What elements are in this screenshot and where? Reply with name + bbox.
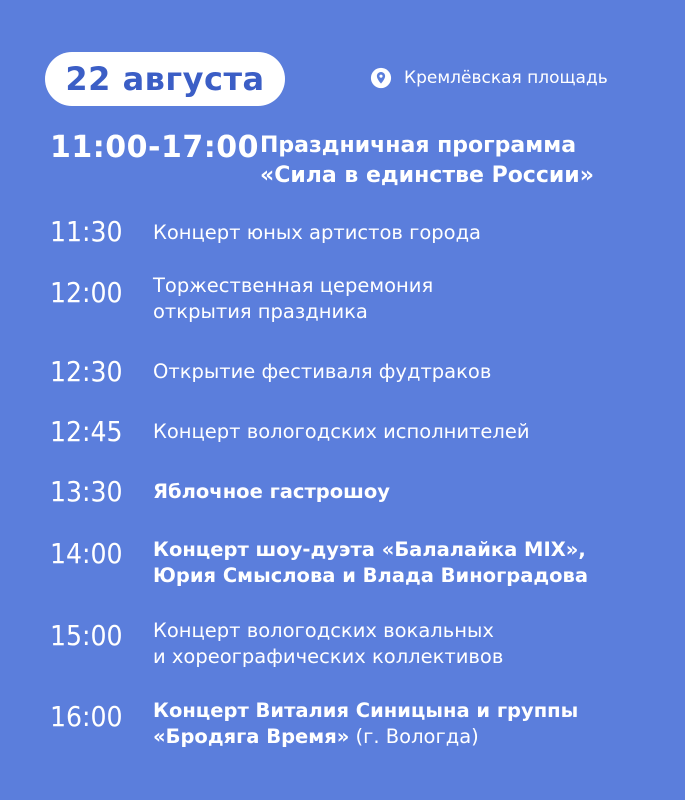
item-line: Концерт шоу-дуэта «Балалайка MIX»,: [153, 538, 586, 561]
item-line-normal: (г. Вологда): [349, 725, 479, 748]
item-description: [153, 220, 673, 246]
item-description: [153, 359, 673, 385]
item-description: [153, 698, 673, 750]
location: [370, 67, 608, 89]
item-description: [153, 419, 673, 445]
item-line: Концерт вологодских исполнителей: [153, 420, 530, 443]
item-line: открытия праздника: [153, 300, 368, 323]
item-time: 11:30: [50, 215, 123, 248]
date-label: 22 августа: [65, 60, 265, 98]
headline-title-line1: Праздничная программа: [260, 133, 577, 158]
item-description: [153, 479, 673, 505]
date-badge: [45, 52, 285, 106]
item-line: Яблочное гастрошоу: [153, 480, 390, 503]
item-time: 16:00: [50, 700, 123, 733]
headline-title: [260, 131, 670, 191]
item-line: Юрия Смыслова и Влада Виноградова: [153, 564, 589, 587]
item-line: Торжественная церемония: [153, 274, 434, 297]
item-time: 13:30: [50, 475, 123, 508]
item-description: [153, 537, 673, 589]
map-pin-icon: [370, 67, 392, 89]
item-time: 15:00: [50, 619, 123, 652]
item-line: Концерт Виталия Синицына и группы: [153, 699, 579, 722]
item-line: и хореографических коллективов: [153, 645, 504, 668]
item-line-bold: «Бродяга Время»: [153, 725, 350, 748]
headline-title-line2: «Сила в единстве России»: [260, 163, 594, 188]
item-line: [153, 724, 673, 750]
item-line: Концерт вологодских вокальных: [153, 619, 494, 642]
headline-time: 11:00-17:00: [50, 130, 259, 165]
item-description: [153, 273, 673, 325]
item-time: 12:45: [50, 415, 123, 448]
item-description: [153, 618, 673, 670]
location-label: Кремлёвская площадь: [404, 68, 608, 88]
item-line: Концерт юных артистов города: [153, 221, 482, 244]
item-time: 12:00: [50, 276, 123, 309]
item-time: 14:00: [50, 537, 123, 570]
item-time: 12:30: [50, 355, 123, 388]
item-line: Открытие фестиваля фудтраков: [153, 360, 492, 383]
